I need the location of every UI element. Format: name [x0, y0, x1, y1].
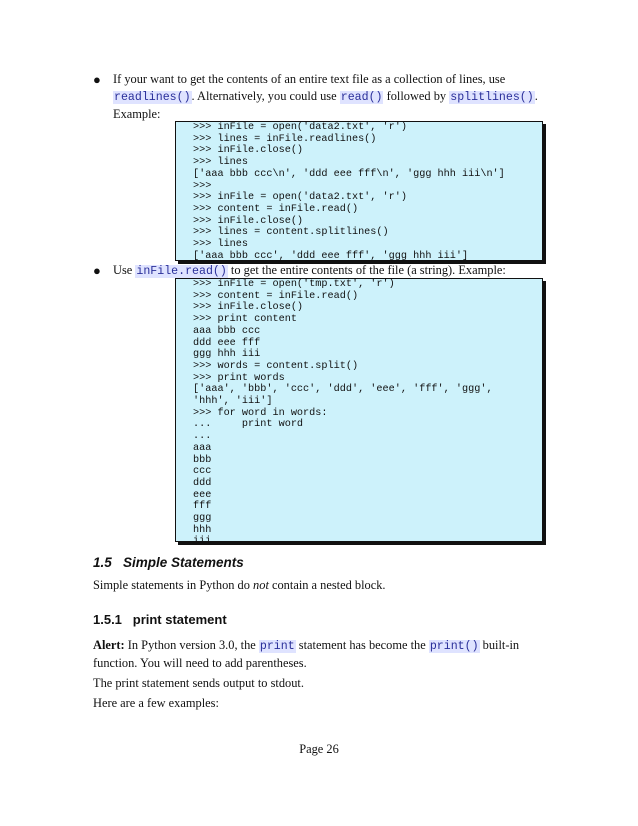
code-line: >>> print words: [193, 372, 285, 384]
bullet-text: If your want to get the contents of an entire text file as a collection of lines, use: [113, 72, 506, 86]
bullet-text: . Alternatively, you could use: [191, 89, 340, 103]
code-line: >>> for word in words:: [193, 407, 328, 419]
paragraph-text: contain a nested block.: [268, 578, 386, 592]
code-line: >>> inFile.close(): [193, 145, 304, 157]
bullet-item-readlines: [93, 71, 543, 123]
code-line: ggg hhh iii: [193, 349, 261, 361]
alert-paragraph: [93, 637, 543, 672]
code-line: >>> print content: [193, 314, 297, 326]
code-line: >>> content = inFile.read(): [193, 290, 359, 302]
code-line: >>> words = content.split(): [193, 360, 359, 372]
code-line: fff: [193, 501, 212, 513]
code-block-read: [175, 278, 543, 548]
bullet-text: to get the entire contents of the file (a string). Example:: [227, 263, 506, 277]
paragraph-text: statement has become the: [295, 638, 429, 652]
code-line: ['aaa bbb ccc\n', 'ddd eee fff\n', 'ggg hhh iii\n']: [193, 168, 505, 180]
stdout-paragraph: The print statement sends output to stdout.: [93, 676, 304, 690]
code-line: ddd: [193, 477, 212, 489]
paragraph-text: built-in function. You will need to add parentheses.: [93, 638, 520, 670]
code-line: >>> inFile = open('data2.txt', 'r'): [193, 192, 407, 204]
code-line: aaa: [193, 442, 212, 454]
inline-code: print: [259, 640, 295, 653]
code-line: ['aaa bbb ccc', 'ddd eee fff', 'ggg hhh iii']: [193, 250, 469, 262]
section-paragraph: [93, 577, 543, 594]
code-line: bbb: [193, 454, 212, 466]
inline-code: inFile.read(): [136, 265, 227, 278]
inline-code: readlines(): [114, 91, 191, 104]
bullet-dot-icon: ●: [93, 72, 101, 87]
code-block-readlines: [175, 121, 543, 261]
code-line: eee: [193, 489, 212, 501]
examples-paragraph: Here are a few examples:: [93, 696, 219, 710]
code-line: >>> lines: [193, 239, 249, 251]
code-line: >>> content = inFile.read(): [193, 203, 359, 215]
inline-code: print(): [429, 640, 479, 653]
bullet-text: followed by: [383, 89, 447, 103]
inline-code: splitlines(): [450, 91, 534, 104]
code-line: ccc: [193, 466, 212, 478]
subsection-heading: 1.5.1 print statement: [93, 612, 227, 627]
code-line: hhh: [193, 524, 212, 536]
code-line: ['aaa', 'bbb', 'ccc', 'ddd', 'eee', 'fff', 'ggg',: [193, 384, 493, 396]
code-line: iii: [193, 536, 212, 548]
section-heading: 1.5 Simple Statements: [93, 555, 244, 570]
code-line: >>> inFile = open('data2.txt', 'r'): [193, 122, 407, 133]
code-line: >>> inFile.close(): [193, 302, 304, 314]
code-line: >>> lines: [193, 157, 249, 169]
paragraph-text: Simple statements in Python do: [93, 578, 254, 592]
bullet-dot-icon: ●: [93, 263, 101, 278]
code-line: >>> lines = content.splitlines(): [193, 227, 389, 239]
code-line: >>>: [193, 180, 212, 192]
code-line: ggg: [193, 513, 212, 525]
emphasis-text: not: [253, 578, 269, 592]
code-line: >>> inFile = open('tmp.txt', 'r'): [193, 279, 395, 290]
code-line: ...: [193, 431, 212, 443]
page-number: Page 26: [299, 742, 339, 756]
code-line: ... print word: [193, 419, 304, 431]
code-line: aaa bbb ccc: [193, 325, 261, 337]
code-line: ddd eee fff: [193, 337, 261, 349]
code-line: >>> inFile.close(): [193, 215, 304, 227]
inline-code: read(): [340, 91, 383, 104]
bullet-text: Use: [113, 263, 136, 277]
code-line: 'hhh', 'iii']: [193, 396, 273, 408]
alert-label: Alert:: [93, 638, 125, 652]
bullet-text: . Example:: [113, 89, 538, 121]
paragraph-text: In Python version 3.0, the: [124, 638, 259, 652]
code-line: >>> lines = inFile.readlines(): [193, 133, 377, 145]
